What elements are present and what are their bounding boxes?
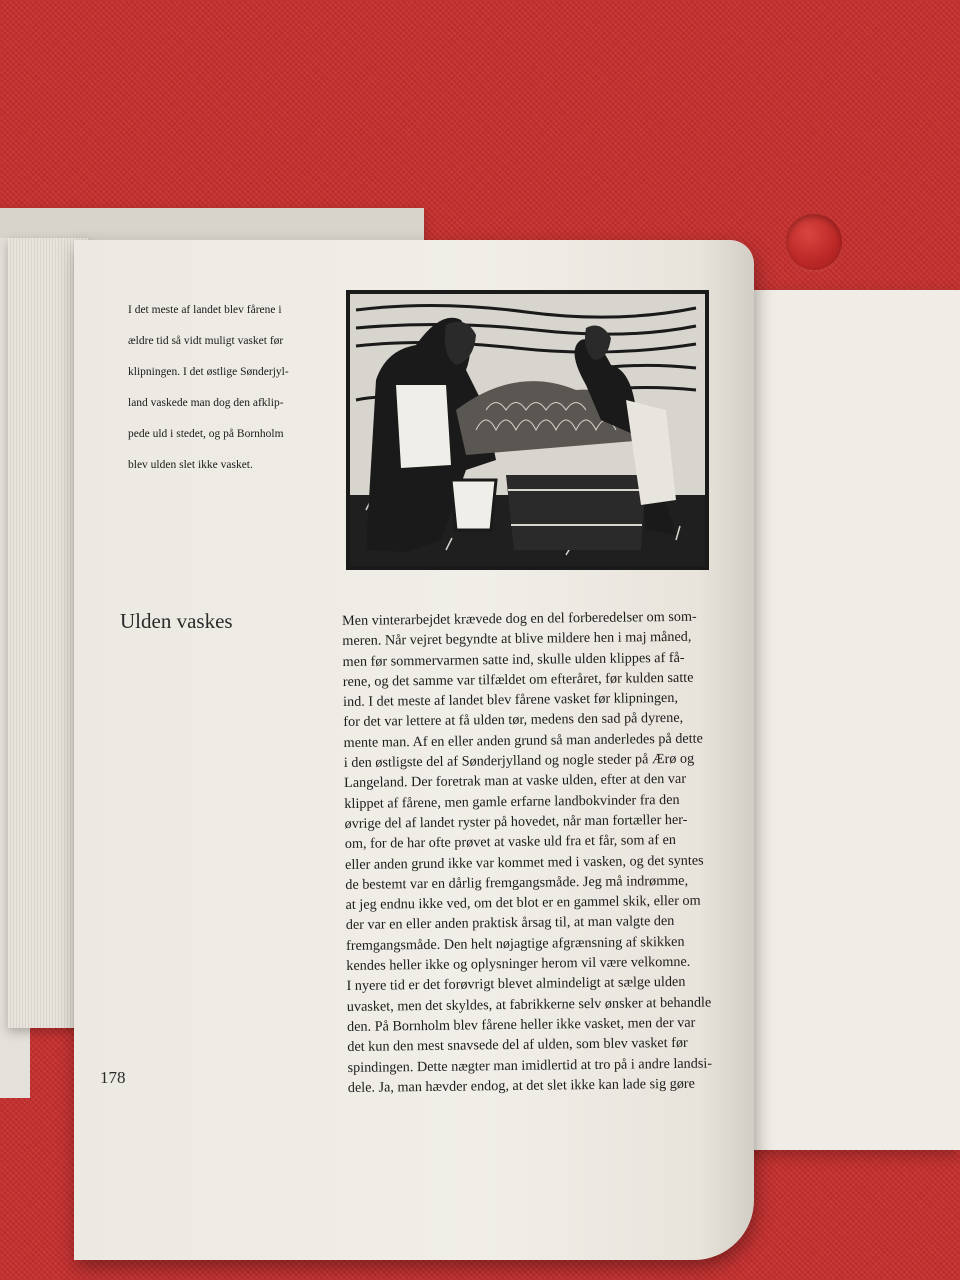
body-line: for det var lettere at få ulden tør, medens den sad på dyrene,	[343, 710, 684, 731]
caption-line: I det meste af landet blev fårene i	[128, 303, 282, 316]
page-number: 178	[100, 1068, 126, 1087]
body-text	[342, 606, 738, 1098]
woodcut-illustration	[346, 290, 709, 570]
body-line: den. På Bornholm blev fårene heller ikke vasket, men der var	[346, 1014, 696, 1035]
caption-line: blev ulden slet ikke vasket.	[128, 458, 253, 471]
body-line: kendes heller ikke og oplysninger herom vil være velkomne.	[346, 953, 691, 975]
caption-line: land vaskede man dog den afklip-	[128, 396, 284, 409]
body-line: klippet af fårene, men gamle erfarne landbokvinder fra den	[344, 791, 680, 812]
illustration-caption	[128, 287, 312, 489]
body-line: der var en eller anden praktisk årsag til, at man valgte den	[345, 913, 675, 934]
body-line: I nyere tid er det forøvrigt blevet almindeligt at sælge ulden	[346, 974, 686, 995]
body-line: dele. Ja, man hævder endog, at det slet ikke kan lade sig gøre	[347, 1075, 696, 1096]
body-line: Langeland. Der foretrak man at vaske ulden, efter at den var	[344, 771, 687, 792]
body-line: eller anden grund ikke var kommet med i vasken, og det syntes	[345, 852, 704, 873]
section-heading: Ulden vaskes	[120, 609, 233, 633]
body-line: men før sommervarmen satte ind, skulle ulden klippes af få-	[342, 649, 685, 670]
body-line: uvasket, men det skyldes, at fabrikkerne selv ønsker at behandle	[346, 994, 712, 1015]
body-line: det kun den mest snavsede del af ulden, som blev vasket før	[347, 1035, 688, 1056]
body-line: fremgangsmåde. Den helt nøjagtige afgrænsning af skikken	[345, 933, 685, 954]
body-line: meren. Når vejret begyndte at blive mildere hen i maj måned,	[342, 629, 692, 650]
body-line: Men vinterarbejdet krævede dog en del forberedelser om som-	[342, 608, 697, 629]
body-line: ind. I det meste af landet blev fårene vasket før klipningen,	[343, 690, 679, 711]
body-line: om, for de har ofte prøvet at vaske uld fra et får, som af en	[344, 832, 677, 853]
caption-line: ældre tid så vidt muligt vasket før	[128, 334, 284, 347]
body-line: at jeg endnu ikke ved, om det blot er en gammel skik, eller om	[345, 892, 701, 914]
body-line: mente man. Af en eller anden grund så man anderledes på dette	[343, 730, 703, 751]
body-line: øvrige del af landet ryster på hovedet, når man fortæller her-	[344, 811, 688, 832]
body-line: i den østligste del af Sønderjylland og nogle steder på Ærø og	[343, 750, 695, 772]
caption-line: klipningen. I det østlige Sønderjyl-	[128, 365, 289, 378]
body-line: rene, og det samme var tilfældet om efteråret, før kulden satte	[342, 669, 694, 690]
caption-line: pede uld i stedet, og på Bornholm	[128, 427, 284, 440]
body-line: spindingen. Dette nægter man imidlertid at tro på i andre landsi-	[347, 1055, 713, 1076]
cushion-button	[786, 214, 842, 270]
body-line: de bestemt var en dårlig fremgangsmåde. Jeg må indrømme,	[345, 872, 689, 893]
